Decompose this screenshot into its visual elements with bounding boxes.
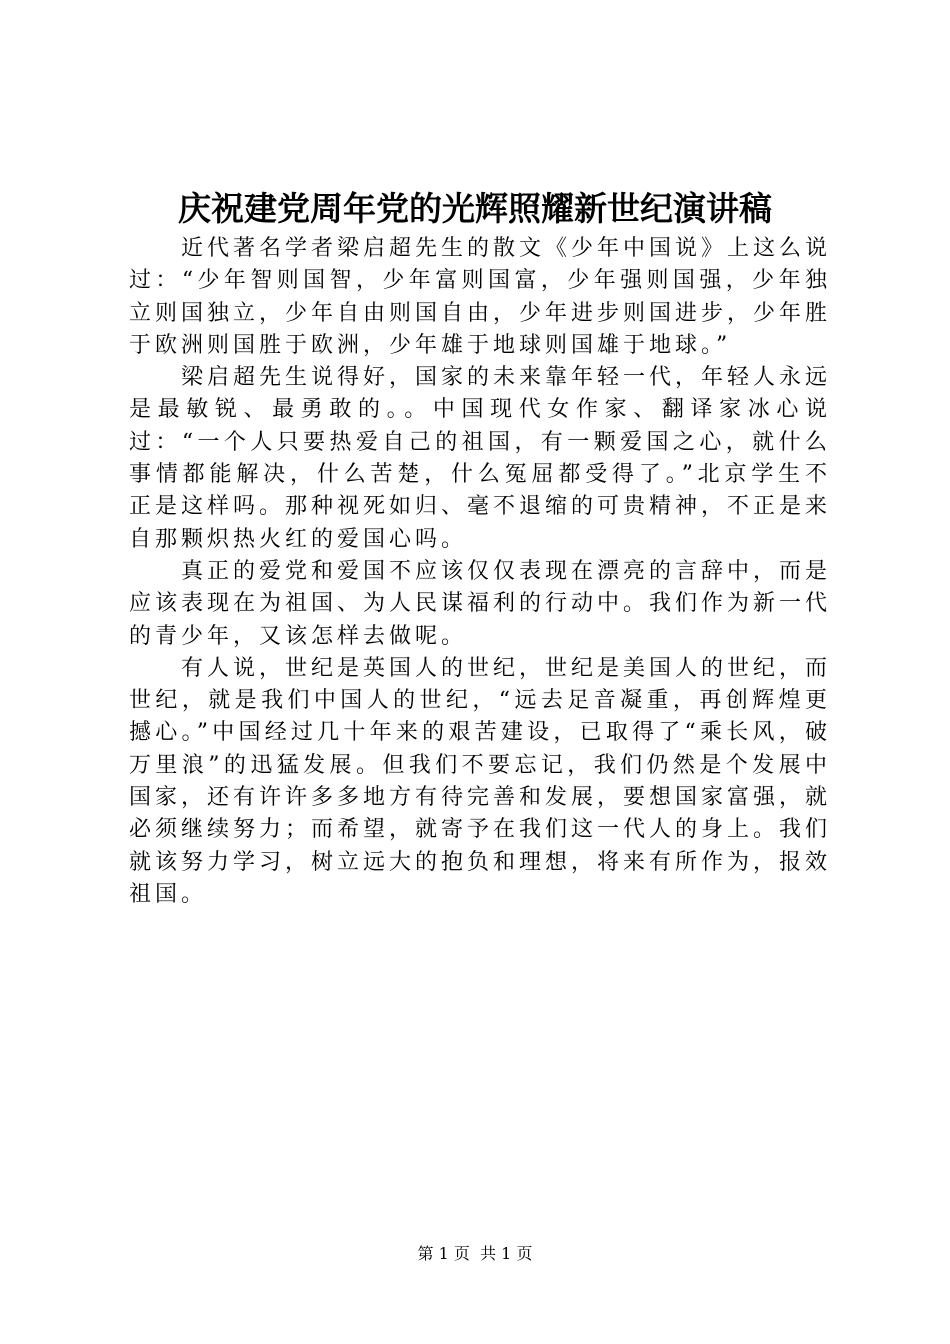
page-footer	[0, 1242, 950, 1266]
document-title: 庆祝建党周年党的光辉照耀新世纪演讲稿	[178, 189, 772, 228]
page-number-label: 第 1 页 共 1 页	[417, 1244, 533, 1263]
paragraph-2: 梁启超先生说得好，国家的未来靠年轻一代，年轻人永远是最敏锐、最勇敢的。。中国现代女作家、翻译家冰心说过：“一个人只要热爱自己的祖国，有一颗爱国之心，就什么事情都能解决，什么苦楚，什么冤屈都受得了。”北京学生不正是这样吗。那种视死如归、毫不退缩的可贵精神，不正是来自那颗炽热火红的爱国心吗。	[129, 365, 832, 552]
document-body	[129, 233, 831, 911]
paragraph-3: 真正的爱党和爱国不应该仅仅表现在漂亮的言辞中，而是应该表现在为祖国、为人民谋福利的行动中。我们作为新一代的青少年，又该怎样去做呢。	[129, 558, 832, 649]
paragraph-4: 有人说，世纪是英国人的世纪，世纪是美国人的世纪，而世纪，就是我们中国人的世纪，“远去足音凝重，再创辉煌更撼心。”中国经过几十年来的艰苦建设，已取得了“乘长风，破万里浪”的迅猛发展。但我们不要忘记，我们仍然是个发展中国家，还有许许多多地方有待完善和发展，要想国家富强，就必须继续努力；而希望，就寄予在我们这一代人的身上。我们就该努力学习，树立远大的抱负和理想，将来有所作为，报效祖国。	[129, 655, 832, 907]
paragraph-1: 近代著名学者梁启超先生的散文《少年中国说》上这么说过：“少年智则国智，少年富则国富，少年强则国强，少年独立则国独立，少年自由则国自由，少年进步则国进步，少年胜于欧洲则国胜于欧洲，少年雄于地球则国雄于地球。”	[129, 236, 832, 358]
